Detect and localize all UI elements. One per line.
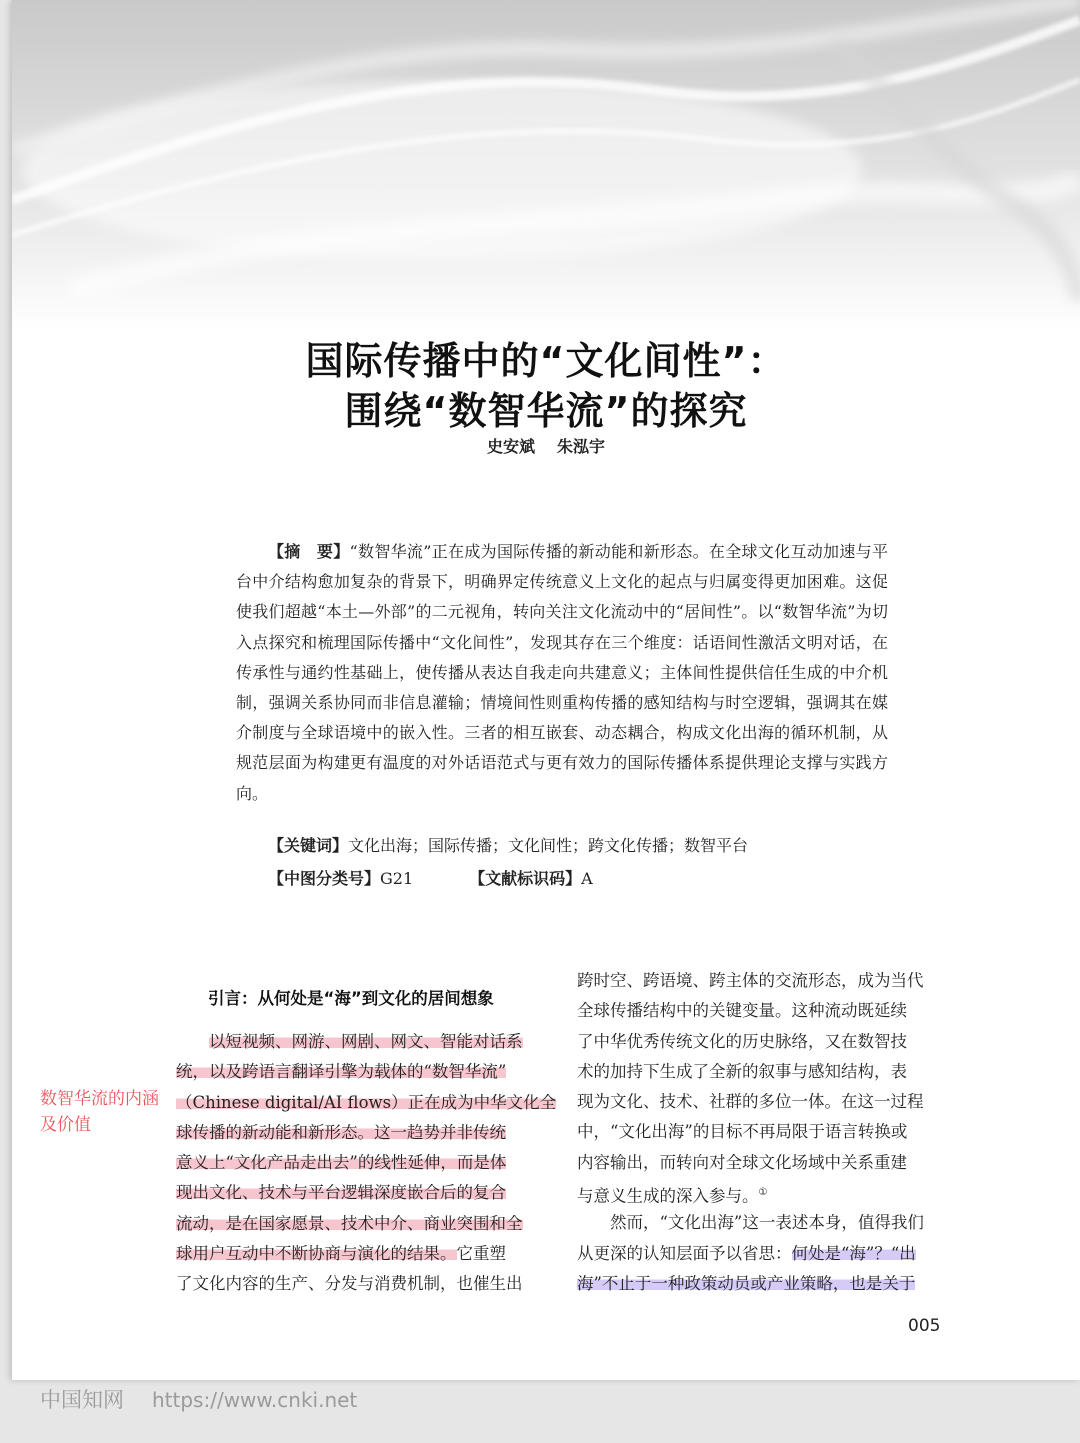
line-text: 术的加持下生成了全新的叙事与感知结构，表 [577,1061,907,1081]
margin-annotation: 数智华流的内涵及价值 [40,1089,159,1135]
highlighted-text: 现出文化、技术与平台逻辑深度嵌合后的复合 [176,1183,506,1203]
line-text: 与意义生成的深入参与。 [577,1186,759,1206]
cnki-brand: 中国知网 [40,1388,124,1412]
clc-value: G21 [380,869,414,888]
text-line [176,1027,556,1057]
page-number: 005 [908,1316,941,1336]
text-line [577,1087,957,1117]
keywords [268,833,748,856]
line-text: 从更深的认知层面予以省思： [577,1243,792,1263]
highlighted-text: 海”不止于一种政策动员或产业策略，也是关于 [577,1273,916,1293]
title-line-1: 国际传播中的“文化间性”： [305,339,787,383]
text-line [577,1117,957,1147]
decorative-banner [12,0,1080,330]
text-line [176,1148,556,1178]
highlighted-text: 流动，是在国家愿景、技术中介、商业突围和全 [176,1213,523,1233]
text-line [176,1209,556,1239]
text-line [176,1239,556,1269]
watermark-footer [40,1384,357,1414]
author-name: 史安斌 [486,437,535,456]
text-line [577,1208,957,1238]
text-line [176,1269,556,1299]
highlighted-text: 何处是“海”？“出 [791,1243,916,1263]
line-text: 了文化内容的生产、分发与消费机制，也催生出 [176,1274,523,1294]
line-text: 了中华优秀传统文化的历史脉络，又在数智技 [577,1031,907,1051]
author-name: 朱泓宇 [557,437,606,456]
text-line [577,1178,957,1208]
line-text: 它重塑 [456,1244,506,1264]
text-line [577,996,957,1026]
abstract-label: 【摘 要】 [268,542,350,561]
line-text: 中，“文化出海”的目标不再局限于语言转换或 [577,1122,908,1142]
line-text: 内容输出，而转向对全球文化场域中关系重建 [577,1152,907,1172]
line-text: 全球传播结构中的关键变量。这种流动既延续 [577,1001,907,1021]
doc-code-label: 【文献标识码】 [469,869,582,888]
cnki-url: https://www.cnki.net [152,1388,358,1412]
body-column-right [577,966,957,1299]
keywords-text: 文化出海；国际传播；文化间性；跨文化传播；数智平台 [348,836,749,855]
abstract [236,537,888,809]
classification [268,866,593,889]
keywords-label: 【关键词】 [268,836,349,855]
text-line [577,1239,957,1269]
text-line [577,1269,957,1299]
abstract-text: “数智华流”正在成为国际传播的新动能和新形态。在全球文化互动加速与平台中介结构愈加复杂的背景下，明确界定传统意义上文化的起点与归属变得更加困难。这促使我们超越“本土—外部”的二元视角，转向关注文化流动中的“居间性”。以“数智华流”为切入点探究和梳理国际传播中“文化间性”，发现其存在三个维度：话语间性激活文明对话，在传承性与通约性基础上，使传播从表达自我走向共建意义；主体间性提供信任生成的中介机制，强调关系协同而非信息灌输；情境间性则重构传播的感知结构与时空逻辑，强调其在媒介制度与全球语境中的嵌入性。三者的相互嵌套、动态耦合，构成文化出海的循环机制，从规范层面为构建更有温度的对外话语范式与更有效力的国际传播体系提供理论支撑与实践方向。 [236,542,888,803]
journal-page [12,0,1080,1380]
text-line [577,966,957,996]
highlighted-text: 球传播的新动能和新形态。这一趋势并非传统 [176,1122,506,1142]
body-column-left [176,1027,556,1300]
highlighted-text: （Chinese digital/AI flows）正在成为中华文化全 [176,1092,556,1112]
title-line-2: 围绕“数智华流”的探究 [344,389,748,433]
line-text: 现为文化、技术、社群的多位一体。在这一过程 [577,1092,924,1112]
text-line [176,1088,556,1118]
text-line [176,1118,556,1148]
text-line [577,1148,957,1178]
footnote-ref[interactable]: ① [758,1187,768,1199]
text-line [176,1057,556,1087]
text-line [176,1178,556,1208]
author-list [12,434,1080,457]
text-line [577,1057,957,1087]
highlighted-text: 意义上“文化产品走出去”的线性延伸，而是体 [176,1153,507,1173]
section-heading: 引言：从何处是“海”到文化的居间想象 [208,989,494,1008]
highlighted-text: 统，以及跨语言翻译引擎为载体的“数智华流” [176,1062,507,1082]
highlighted-text: 球用户互动中不断协商与演化的结果。 [176,1244,457,1264]
line-text: 跨时空、跨语境、跨主体的交流形态，成为当代 [577,971,924,990]
doc-code-value: A [581,869,593,888]
clc-label: 【中图分类号】 [268,869,381,888]
text-line [577,1027,957,1057]
highlighted-text: 以短视频、网游、网剧、网文、智能对话系 [209,1032,523,1051]
line-text: 然而，“文化出海”这一表述本身，值得我们 [610,1213,924,1233]
